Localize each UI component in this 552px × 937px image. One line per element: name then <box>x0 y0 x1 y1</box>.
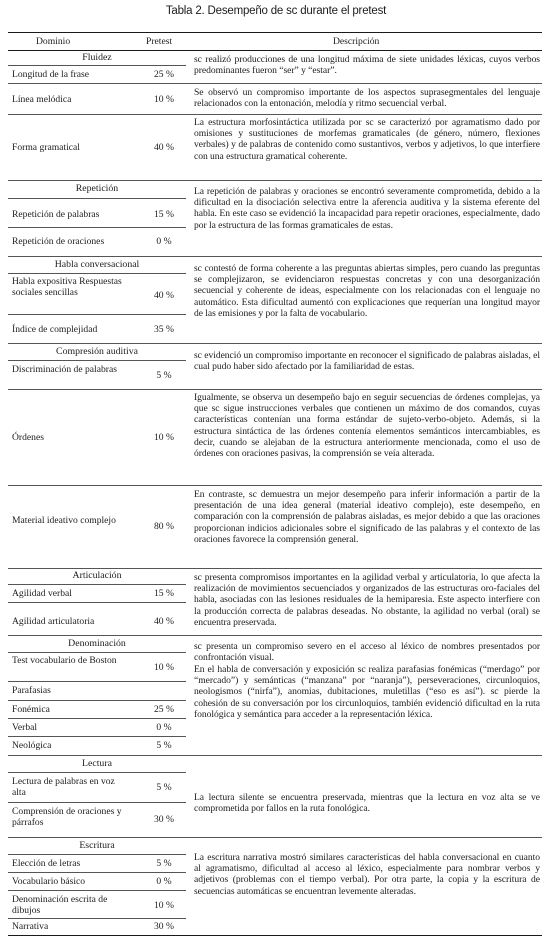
row-rule <box>8 755 542 756</box>
row-label: Discriminación de palabras <box>12 364 117 375</box>
row-label: Repetición de oraciones <box>12 236 105 247</box>
row-rule <box>8 872 186 873</box>
row-rule <box>8 635 542 636</box>
row-label: Verbal <box>12 722 38 733</box>
row-label: Forma gramatical <box>12 142 80 153</box>
section-escritura: Escritura <box>79 840 115 851</box>
row-rule <box>8 681 186 682</box>
row-rule <box>8 256 542 257</box>
section-habla: Habla conversacional <box>54 259 140 270</box>
row-description: La estructura morfosintáctica utilizada por sc se caracterizó por agramatismo dado por omisiones y sustituciones de morfemas gramaticales (de género, número, flexiones verbales) y de palabras de contenido como sustantivos, verbos y adjetivos, lo que interfiere con una estructura gramatical coherente. <box>194 117 540 162</box>
row-value: 80 % <box>154 521 174 532</box>
row-description: sc contestó de forma coherente a las preguntas abiertas simples, pero cuando las preguntas se complejizaron, se evidenciaron respuestas concretas y con una desorganización secuencial y coherente de ideas, especialmente con los relacionadas con el lenguaje no automático. Esta dificultad aumentó con explicaciones que requerían una longitud mayor de las emisiones y por la falta de vocabulario. <box>194 263 540 319</box>
row-description: Igualmente, se observa un desempeño bajo en seguir secuencias de órdenes complejas, ya que sc sigue instrucciones verbales que contienen un máximo de dos comandos, cuyas características contenían una forma estándar de sujeto-verbo-objeto. Además, si la estructura sintáctica de las órdenes contenía elementos semánticos intercambiables, es decir, cuando se alejaban de la estructura anteriormente mencionada, como el uso de órdenes con oraciones pasivas, la comprensión se veía alterada. <box>194 392 540 460</box>
row-label: Comprensión de oraciones y párrafos <box>12 806 122 829</box>
row-label: Habla expositiva Respuestas sociales sencillas <box>12 276 122 299</box>
row-value: 5 % <box>156 782 172 793</box>
row-rule <box>8 314 186 315</box>
row-rule <box>8 736 186 737</box>
header-pretest: Pretest <box>146 36 173 47</box>
row-rule <box>8 83 542 84</box>
row-label: Agilidad articulatoria <box>12 616 95 627</box>
row-description: sc presenta un compromiso severo en el acceso al léxico de nombres presentados por confrontación visual. <box>194 641 540 664</box>
section-rule <box>8 584 186 585</box>
section-denominacion: Denominación <box>68 638 126 649</box>
row-rule <box>8 227 186 228</box>
row-value: 40 % <box>154 142 174 153</box>
header-description: Descripción <box>333 36 380 47</box>
row-description: Se observó un compromiso importante de los aspectos suprasegmentales del lenguaje relacionados con la entonación, melodía y ritmo secuencial verbal. <box>194 87 540 110</box>
header-domain: Dominio <box>36 36 71 47</box>
row-rule <box>8 700 186 701</box>
row-value: 30 % <box>154 921 174 932</box>
section-articulacion: Articulación <box>72 570 122 581</box>
row-rule <box>8 837 542 838</box>
row-rule <box>8 485 542 486</box>
row-value: 0 % <box>156 876 172 887</box>
row-value: 15 % <box>154 588 174 599</box>
row-rule <box>8 718 186 719</box>
row-value: 5 % <box>156 858 172 869</box>
row-rule <box>8 890 186 891</box>
row-value: 0 % <box>156 236 172 247</box>
row-value: 10 % <box>154 432 174 443</box>
row-value: 5 % <box>156 370 172 381</box>
header-rule <box>8 50 542 51</box>
section-rule <box>8 854 186 855</box>
row-label: Fonémica <box>12 704 50 715</box>
row-label: Material ideativo complejo <box>12 515 116 526</box>
row-label: Elección de letras <box>12 858 81 869</box>
row-rule <box>8 180 542 181</box>
row-rule <box>8 343 542 344</box>
row-value: 5 % <box>156 740 172 751</box>
row-label: Órdenes <box>12 432 44 443</box>
row-label: Agilidad verbal <box>12 588 72 599</box>
section-comprension: Compresión auditiva <box>56 346 138 357</box>
row-description: sc presenta compromisos importantes en la agilidad verbal y articulatoria, lo que afecta la realización de movimientos secuenciados y organizados de las estructuras oro-faciales del habla, asociadas con las lesiones residuales de la hemiparesia. Este aspecto interfiere con la producción correcta de palabras deseadas. No obstante, la agilidad no verbal (oral) se encuentra preservada. <box>194 572 540 628</box>
section-rule <box>8 198 186 199</box>
row-label: Longitud de la frase <box>12 69 89 80</box>
row-value: 35 % <box>154 324 174 335</box>
row-value: 25 % <box>154 704 174 715</box>
section-rule <box>8 65 186 66</box>
row-label: Narrativa <box>12 921 49 932</box>
table-top-rule <box>8 32 542 33</box>
row-label: Índice de complejidad <box>12 324 98 335</box>
table-title: Tabla 2. Desempeño de sc durante el pretest <box>165 5 387 17</box>
row-label: Lectura de palabras en voz alta <box>12 776 115 799</box>
row-label: Repetición de palabras <box>12 209 100 220</box>
row-value: 25 % <box>154 69 174 80</box>
row-value: 0 % <box>156 722 172 733</box>
row-description: sc evidenció un compromiso importante en reconocer el significado de palabras aisladas, el cual pudo haber sido afectado por la familiaridad de estas. <box>194 350 540 373</box>
row-description: En contraste, sc demuestra un mejor desempeño para inferir información a partir de la presentación de una idea general (material ideativo complejo), este desempeño, en comparación con la comprensión de palabras aisladas, es mejor debido a que las oraciones proporcionan indicios adicionales sobre el significado de las palabras y el contexto de las oraciones favorece la comprensión general. <box>194 489 540 545</box>
row-rule <box>8 602 186 603</box>
row-rule <box>8 114 542 115</box>
section-rule <box>8 273 186 274</box>
row-label: Vocabulario básico <box>12 876 86 887</box>
section-fluidez: Fluidez <box>82 52 112 63</box>
row-description: La repetición de palabras y oraciones se encontró severamente comprometida, debido a la dificultad en la disociación selectiva entre la aferencia auditiva y la sistema eferente del habla. En este caso se evidenció la incapacidad para repetir oraciones, especialmente, dado por la estructura de las formas gramaticales de estas. <box>194 186 540 231</box>
row-description: En el habla de conversación y exposición sc realiza parafasias fonémicas (“merdago” por “mercado”) y semánticas (“manzana” por “naranja”), perseveraciones, circunloquios, neologismos (“nirfa”), anomias, dubitaciones, muletillas (“eso es así”). sc pierde la cohesión de su conversación por los circunloquios, también evidenció dificultad en la ruta fonológica y semántica para acceder a la representación léxica. <box>194 664 540 720</box>
section-rule <box>8 360 186 361</box>
row-value: 30 % <box>154 814 174 825</box>
row-label: Denominación escrita de dibujos <box>12 894 108 917</box>
row-value: 10 % <box>154 900 174 911</box>
row-value: 40 % <box>154 290 174 301</box>
row-rule <box>8 918 186 919</box>
row-label: Línea melódica <box>12 94 72 105</box>
row-description: La escritura narrativa mostró similares características del habla conversacional en cuanto al agramatismo, dificultad al acceso al léxico, especialmente para nombrar verbos y adjetivos (problemas con el tiempo verbal). Por otra parte, la copia y la escritura de secuencias automáticas se encuentran levemente alteradas. <box>194 852 540 897</box>
section-rule <box>8 772 186 773</box>
row-rule <box>8 389 542 390</box>
row-description: La lectura silente se encuentra preservada, mientras que la lectura en voz alta se ve comprometida por fallos en la ruta fonológica. <box>194 792 540 815</box>
table-bottom-rule <box>8 935 542 936</box>
section-rule <box>8 652 186 653</box>
row-rule <box>8 802 186 803</box>
row-value: 10 % <box>154 94 174 105</box>
row-label: Test vocabulario de Boston <box>12 655 117 666</box>
section-repeticion: Repetición <box>75 183 119 194</box>
section-lectura: Lectura <box>82 758 112 769</box>
row-value: 15 % <box>154 209 174 220</box>
row-value: 40 % <box>154 616 174 627</box>
row-value: 10 % <box>154 662 174 673</box>
row-description: sc realizó producciones de una longitud máxima de siete unidades léxicas, cuyos verbos predominantes fueron “ser” y “estar”. <box>194 54 540 77</box>
row-rule <box>8 568 542 569</box>
row-label: Neológica <box>12 740 52 751</box>
row-label: Parafasias <box>12 685 51 696</box>
